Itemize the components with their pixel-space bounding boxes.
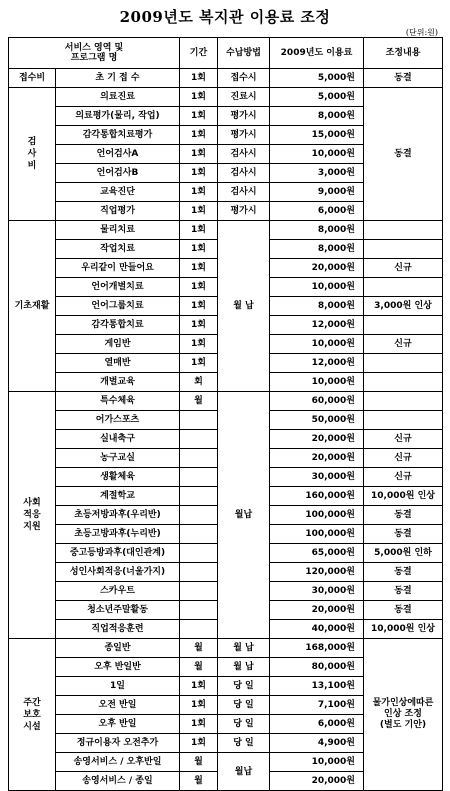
program-cell: 오후 반일반: [56, 658, 180, 677]
fee-cell: 20,000원: [270, 430, 364, 449]
table-row: [9, 69, 443, 88]
period-cell: 1회: [180, 202, 218, 221]
adjust-cell: 10,000원 인상: [364, 487, 443, 506]
program-cell: 정규이용자 오전추가: [56, 734, 180, 753]
fee-cell: 20,000원: [270, 601, 364, 620]
period-cell: 1회: [180, 677, 218, 696]
program-cell: 오전 반일: [56, 696, 180, 715]
adjust-cell: 동결: [364, 525, 443, 544]
payment-cell: 검사시: [218, 183, 270, 202]
payment-cell: 평가시: [218, 107, 270, 126]
program-cell: 1일: [56, 677, 180, 696]
period-cell: 월: [180, 639, 218, 658]
adjust-cell: 동결: [364, 506, 443, 525]
table-row: [9, 392, 443, 411]
payment-cell: 월납: [218, 392, 270, 639]
period-cell: [180, 468, 218, 487]
period-cell: 1회: [180, 734, 218, 753]
program-cell: 중고등방과후(대인관계): [56, 544, 180, 563]
period-cell: 1회: [180, 316, 218, 335]
period-cell: 1회: [180, 278, 218, 297]
table-row: [9, 88, 443, 107]
category-cell: 사회 적응 지원: [9, 392, 56, 639]
period-cell: 1회: [180, 335, 218, 354]
fee-cell: 10,000원: [270, 278, 364, 297]
adjust-cell: [364, 221, 443, 240]
adjust-cell: [364, 373, 443, 392]
period-cell: [180, 411, 218, 430]
fee-cell: 9,000원: [270, 183, 364, 202]
period-cell: [180, 601, 218, 620]
program-cell: 게임반: [56, 335, 180, 354]
fee-cell: 100,000원: [270, 525, 364, 544]
adjust-cell: 신규: [364, 430, 443, 449]
period-cell: [180, 582, 218, 601]
program-cell: 초등고방과후(누리반): [56, 525, 180, 544]
period-cell: [180, 506, 218, 525]
fee-cell: 10,000원: [270, 753, 364, 772]
adjust-cell: [364, 354, 443, 373]
category-cell: 기초재활: [9, 221, 56, 392]
program-cell: 직업적응훈련: [56, 620, 180, 639]
program-cell: 작업치료: [56, 240, 180, 259]
period-cell: 1회: [180, 297, 218, 316]
fee-cell: 40,000원: [270, 620, 364, 639]
program-cell: 열매반: [56, 354, 180, 373]
period-cell: 회: [180, 373, 218, 392]
program-cell: 특수체육: [56, 392, 180, 411]
program-cell: 교육진단: [56, 183, 180, 202]
period-cell: 1회: [180, 715, 218, 734]
fee-cell: 5,000원: [270, 69, 364, 88]
program-cell: 언어검사A: [56, 145, 180, 164]
payment-cell: 접수시: [218, 69, 270, 88]
header-service-line1: 서비스 영역 및: [64, 43, 124, 53]
adjust-cell: [364, 278, 443, 297]
adjust-cell: 3,000원 인상: [364, 297, 443, 316]
period-cell: 1회: [180, 145, 218, 164]
period-cell: 1회: [180, 88, 218, 107]
period-cell: 월: [180, 658, 218, 677]
program-cell: 언어검사B: [56, 164, 180, 183]
fee-cell: 100,000원: [270, 506, 364, 525]
fee-cell: 20,000원: [270, 772, 364, 791]
period-cell: 1회: [180, 107, 218, 126]
fee-cell: 120,000원: [270, 563, 364, 582]
period-cell: 1회: [180, 240, 218, 259]
adjust-cell: 5,000원 인하: [364, 544, 443, 563]
payment-cell: 월 납: [218, 658, 270, 677]
program-cell: 초등저방과후(우리반): [56, 506, 180, 525]
fee-cell: 5,000원: [270, 88, 364, 107]
adjust-cell: 동결: [364, 601, 443, 620]
payment-cell: 당 일: [218, 696, 270, 715]
fee-cell: 160,000원: [270, 487, 364, 506]
unit-note: (단위:원): [405, 28, 438, 37]
period-cell: 1회: [180, 354, 218, 373]
period-cell: [180, 544, 218, 563]
header-service-line2: 프로그램 명: [70, 53, 118, 63]
program-cell: 청소년주말활동: [56, 601, 180, 620]
adjust-cell: [364, 392, 443, 411]
period-cell: [180, 620, 218, 639]
program-cell: 송영서비스 / 종일: [56, 772, 180, 791]
fee-cell: 10,000원: [270, 373, 364, 392]
period-cell: 1회: [180, 696, 218, 715]
program-cell: 언어그룹치료: [56, 297, 180, 316]
fee-cell: 60,000원: [270, 392, 364, 411]
period-cell: [180, 449, 218, 468]
fee-cell: 12,000원: [270, 316, 364, 335]
fee-cell: 30,000원: [270, 582, 364, 601]
fee-cell: 8,000원: [270, 221, 364, 240]
fee-cell: 30,000원: [270, 468, 364, 487]
period-cell: [180, 563, 218, 582]
fee-cell: 80,000원: [270, 658, 364, 677]
program-cell: 어가스포츠: [56, 411, 180, 430]
payment-cell: 평가시: [218, 202, 270, 221]
period-cell: 1회: [180, 183, 218, 202]
period-cell: 1회: [180, 164, 218, 183]
period-cell: 1회: [180, 259, 218, 278]
fee-cell: 6,000원: [270, 715, 364, 734]
adjust-cell: 동결: [364, 582, 443, 601]
table-row: [9, 221, 443, 240]
fee-cell: 65,000원: [270, 544, 364, 563]
program-cell: 의료평가(물리, 작업): [56, 107, 180, 126]
fee-cell: 50,000원: [270, 411, 364, 430]
payment-cell: 당 일: [218, 715, 270, 734]
adjust-cell: 신규: [364, 468, 443, 487]
program-cell: 우리같이 만들어요: [56, 259, 180, 278]
program-cell: 농구교실: [56, 449, 180, 468]
period-cell: 1회: [180, 69, 218, 88]
program-cell: 언어개별치료: [56, 278, 180, 297]
header-fee: 2009년도 이용료: [270, 38, 364, 69]
fee-cell: 4,900원: [270, 734, 364, 753]
program-cell: 실내축구: [56, 430, 180, 449]
fee-cell: 10,000원: [270, 145, 364, 164]
table-row: [9, 639, 443, 658]
adjust-cell: 신규: [364, 259, 443, 278]
fee-cell: 168,000원: [270, 639, 364, 658]
header-payment: 수납방법: [218, 38, 270, 69]
period-cell: [180, 525, 218, 544]
period-cell: [180, 487, 218, 506]
program-cell: 직업평가: [56, 202, 180, 221]
program-cell: 오후 반일: [56, 715, 180, 734]
payment-cell: 평가시: [218, 126, 270, 145]
program-cell: 의료진료: [56, 88, 180, 107]
program-cell: 스카우트: [56, 582, 180, 601]
document-title: 2009년도 복지관 이용료 조정: [119, 8, 331, 26]
fee-cell: 13,100원: [270, 677, 364, 696]
payment-cell: 당 일: [218, 734, 270, 753]
program-cell: 성인사회적응(너울가지): [56, 563, 180, 582]
period-cell: 월: [180, 392, 218, 411]
program-cell: 감각통합치료평가: [56, 126, 180, 145]
period-cell: 1회: [180, 126, 218, 145]
adjust-cell: 신규: [364, 449, 443, 468]
payment-cell: 월납: [218, 753, 270, 791]
fee-cell: 12,000원: [270, 354, 364, 373]
adjust-cell: 신규: [364, 335, 443, 354]
period-cell: 월: [180, 772, 218, 791]
program-cell: 초 기 접 수: [56, 69, 180, 88]
adjust-cell: 동결: [364, 69, 443, 88]
adjust-cell: 동결: [364, 88, 443, 221]
fee-cell: 15,000원: [270, 126, 364, 145]
adjust-cell: [364, 240, 443, 259]
adjust-cell: 동결: [364, 563, 443, 582]
fee-cell: 6,000원: [270, 202, 364, 221]
period-cell: [180, 430, 218, 449]
header-service: [9, 38, 180, 69]
program-cell: 감각통합치료: [56, 316, 180, 335]
header-adjust: 조정내용: [364, 38, 443, 69]
payment-cell: 검사시: [218, 164, 270, 183]
period-cell: 1회: [180, 221, 218, 240]
program-cell: 개별교육: [56, 373, 180, 392]
adjust-cell: 물가인상에따른 인상 조정 (별도 기안): [364, 639, 443, 791]
header-period: 기간: [180, 38, 218, 69]
header-row: [9, 38, 443, 69]
fee-cell: 10,000원: [270, 335, 364, 354]
program-cell: 물리치료: [56, 221, 180, 240]
fee-cell: 8,000원: [270, 297, 364, 316]
fee-cell: 7,100원: [270, 696, 364, 715]
adjust-cell: [364, 411, 443, 430]
category-cell: 검 사 비: [9, 88, 56, 221]
payment-cell: 월 납: [218, 221, 270, 392]
payment-cell: 진료시: [218, 88, 270, 107]
adjust-cell: [364, 316, 443, 335]
fee-cell: 20,000원: [270, 259, 364, 278]
program-cell: 송영서비스 / 오후반일: [56, 753, 180, 772]
fee-cell: 20,000원: [270, 449, 364, 468]
payment-cell: 당 일: [218, 677, 270, 696]
program-cell: 계절학교: [56, 487, 180, 506]
fee-cell: 8,000원: [270, 107, 364, 126]
adjust-cell: 10,000원 인상: [364, 620, 443, 639]
fee-cell: 8,000원: [270, 240, 364, 259]
period-cell: 월: [180, 753, 218, 772]
program-cell: 생활체육: [56, 468, 180, 487]
fee-table: [8, 37, 443, 791]
category-cell: 접수비: [9, 69, 56, 88]
payment-cell: 월 납: [218, 639, 270, 658]
payment-cell: 검사시: [218, 145, 270, 164]
fee-cell: 3,000원: [270, 164, 364, 183]
program-cell: 종일반: [56, 639, 180, 658]
category-cell: 주간 보호 시설: [9, 639, 56, 791]
